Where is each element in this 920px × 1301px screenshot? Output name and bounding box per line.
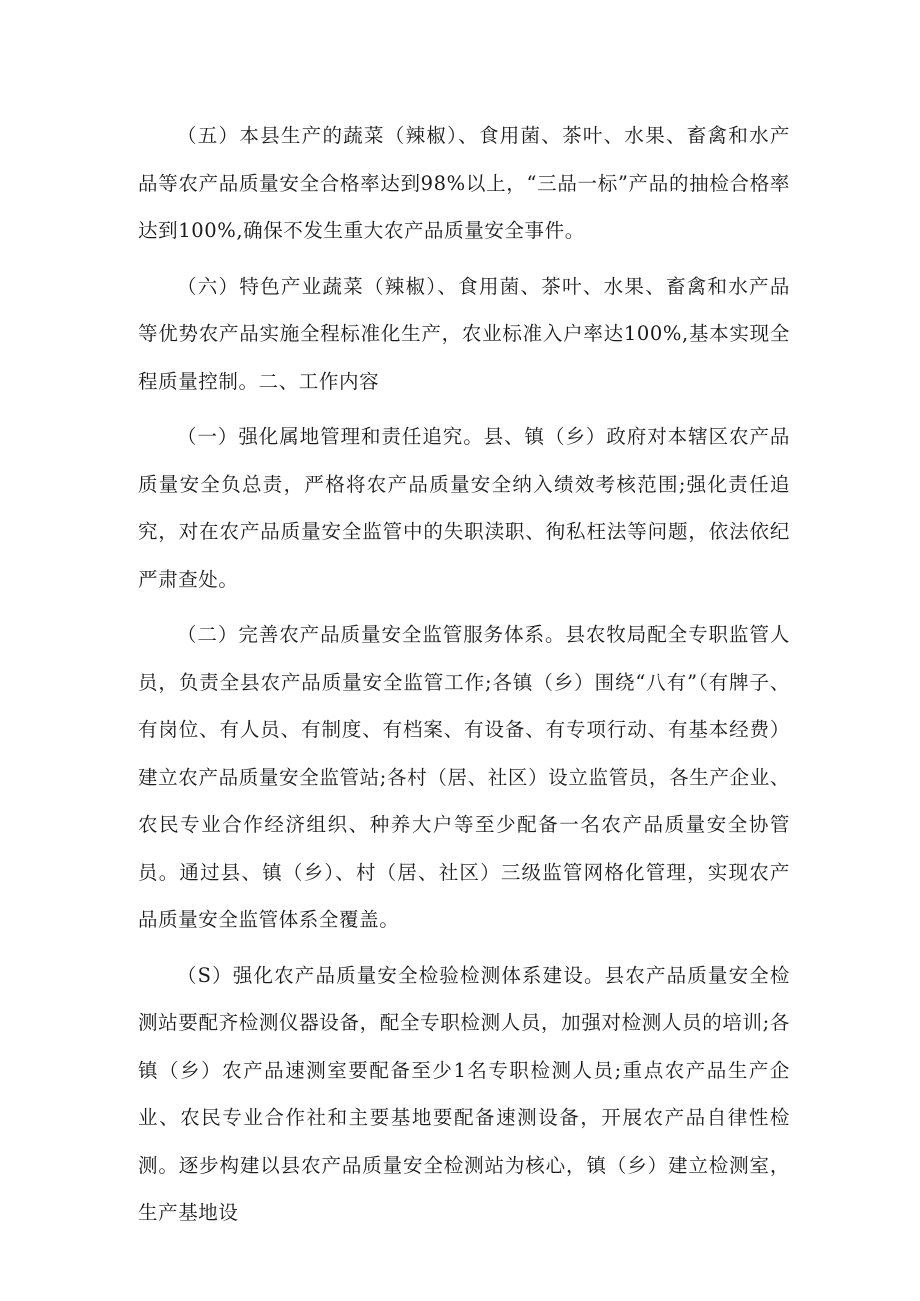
paragraph-goal-5: （五）本县生产的蔬菜（辣椒）、食用菌、茶叶、水果、畜禽和水产品等农产品质量安全合格率达到98%以上，“三品一标”产品的抽检合格率达到100%,确保不发生重大农产品质量安全事件。 <box>138 124 790 242</box>
paragraph-task-2: （二）完善农产品质量安全监管服务体系。县农牧局配全专职监管人员，负责全县农产品质量安全监管工作;各镇（乡）围绕“八有”（有牌子、有岗位、有人员、有制度、有档案、有设备、有专项行动、有基本经费）建立农产品质量安全监管站;各村（居、社区）设立监管员，各生产企业、农民专业合作经济组织、种养大户等至少配备一名农产品质量安全协管员。通过县、镇（乡）、村（居、社区）三级监管网格化管理，实现农产品质量安全监管体系全覆盖。 <box>138 623 790 931</box>
document-body <box>138 112 790 1245</box>
paragraph-task-1: （一）强化属地管理和责任追究。县、镇（乡）政府对本辖区农产品质量安全负总责，严格将农产品质量安全纳入绩效考核范围;强化责任追究，对在农产品质量安全监管中的失职渎职、徇私枉法等问题，依法依纪严肃查处。 <box>138 425 790 591</box>
paragraph-task-3: （S）强化农产品质量安全检验检测体系建设。县农产品质量安全检测站要配齐检测仪器设备，配全专职检测人员，加强对检测人员的培训;各镇（乡）农产品速测室要配备至少1名专职检测人员;重点农产品生产企业、农民专业合作社和主要基地要配备速测设备，开展农产品自律性检测。逐步构建以县农产品质量安全检测站为核心，镇（乡）建立检测室，生产基地设 <box>138 963 790 1224</box>
paragraph-goal-6: （六）特色产业蔬菜（辣椒）、食用菌、茶叶、水果、畜禽和水产品等优势农产品实施全程标准化生产，农业标准入户率达100%,基本实现全程质量控制。二、工作内容 <box>138 274 790 393</box>
